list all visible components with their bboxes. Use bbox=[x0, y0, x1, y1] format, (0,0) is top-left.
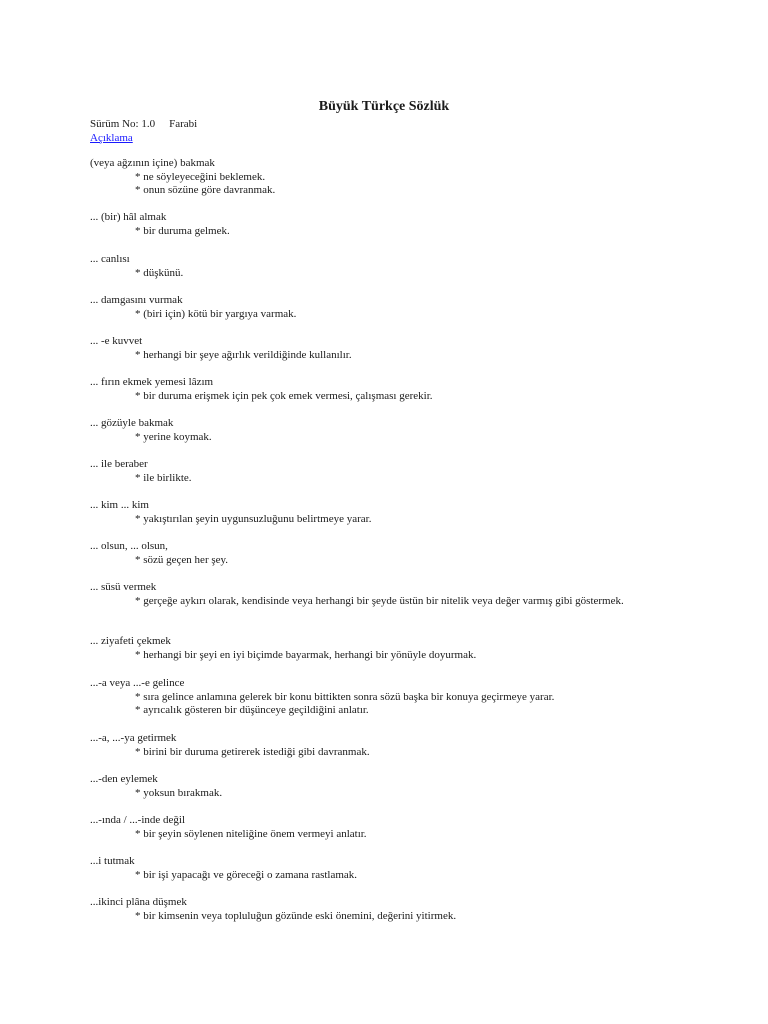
dictionary-entry bbox=[90, 294, 690, 321]
author-text: Farabi bbox=[169, 118, 198, 130]
dictionary-entry bbox=[90, 814, 690, 841]
dictionary-entry bbox=[90, 417, 690, 444]
dictionary-entry bbox=[90, 211, 690, 238]
dictionary-entry bbox=[90, 855, 690, 882]
entry-term: ... (bir) hâl almak bbox=[90, 211, 167, 223]
entry-term: ... damgasını vurmak bbox=[90, 294, 183, 306]
entry-definition: * düşkünü. bbox=[135, 266, 184, 279]
entry-term: ...-a, ...-ya getirmek bbox=[90, 732, 177, 744]
dictionary-entry bbox=[90, 635, 690, 662]
entry-definition: * bir işi yapacağı ve göreceği o zamana rastlamak. bbox=[135, 868, 358, 881]
entry-definition: * ile birlikte. bbox=[135, 471, 192, 484]
entry-definition: * onun sözüne göre davranmak. bbox=[135, 184, 276, 197]
document-title: Büyük Türkçe Sözlük bbox=[318, 99, 450, 114]
entry-definition: * yoksun bırakmak. bbox=[135, 786, 223, 799]
entry-definition: * bir duruma erişmek için pek çok emek vermesi, çalışması gerekir. bbox=[135, 389, 433, 402]
entry-term: ... ile beraber bbox=[90, 458, 148, 470]
entry-definition: * birini bir duruma getirerek istediği gibi davranmak. bbox=[135, 745, 370, 758]
entry-term: ... fırın ekmek yemesi lâzım bbox=[90, 376, 214, 388]
entry-term: ...-den eylemek bbox=[90, 773, 158, 785]
entry-definition: * gerçeğe aykırı olarak, kendisinde veya herhangi bir şeyde üstün bir nitelik veya değer varmış gibi göstermek. bbox=[135, 594, 624, 607]
entry-definition: * yerine koymak. bbox=[135, 430, 212, 443]
dictionary-entry bbox=[90, 458, 690, 485]
entry-definition: * ne söyleyeceğini beklemek. bbox=[135, 170, 266, 183]
entry-definition: * yakıştırılan şeyin uygunsuzluğunu belirtmeye yarar. bbox=[135, 512, 372, 525]
dictionary-entry bbox=[90, 677, 690, 718]
entry-term: ... olsun, ... olsun, bbox=[90, 540, 168, 552]
entry-term: ...i tutmak bbox=[90, 855, 135, 867]
entry-term: ... -e kuvvet bbox=[90, 335, 143, 347]
dictionary-entry bbox=[90, 732, 690, 759]
aciklama-link[interactable]: Açıklama bbox=[90, 132, 133, 144]
entry-term: ...-a veya ...-e gelince bbox=[90, 677, 185, 689]
dictionary-entry bbox=[90, 157, 690, 198]
entry-definition: * (biri için) kötü bir yargıya varmak. bbox=[135, 307, 297, 320]
dictionary-entry bbox=[90, 253, 690, 280]
dictionary-entry bbox=[90, 376, 690, 403]
dictionary-entry bbox=[90, 540, 690, 567]
entry-term: ... süsü vermek bbox=[90, 581, 157, 593]
entry-term: (veya ağzının içine) bakmak bbox=[90, 157, 215, 169]
entry-definition: * sözü geçen her şey. bbox=[135, 553, 229, 566]
entry-term: ... ziyafeti çekmek bbox=[90, 635, 171, 647]
entry-definition: * ayrıcalık gösteren bir düşünceye geçildiğini anlatır. bbox=[135, 704, 369, 717]
dictionary-entry bbox=[90, 499, 690, 526]
entry-term: ... canlısı bbox=[90, 253, 130, 265]
entry-term: ...ikinci plâna düşmek bbox=[90, 896, 187, 908]
dictionary-entry bbox=[90, 335, 690, 362]
version-text: Sürüm No: 1.0 bbox=[90, 118, 156, 130]
document-meta bbox=[90, 117, 197, 131]
dictionary-entry bbox=[90, 773, 690, 800]
entry-definition: * bir kimsenin veya topluluğun gözünde eski önemini, değerini yitirmek. bbox=[135, 909, 457, 922]
entry-definition: * herhangi bir şeyi en iyi biçimde bayarmak, herhangi bir yönüyle doyurmak. bbox=[135, 648, 477, 661]
entry-definition: * bir duruma gelmek. bbox=[135, 224, 230, 237]
entry-term: ...-ında / ...-inde değil bbox=[90, 814, 186, 826]
entry-definition: * herhangi bir şeye ağırlık verildiğinde kullanılır. bbox=[135, 348, 352, 361]
dictionary-entry bbox=[90, 896, 690, 923]
dictionary-entry bbox=[90, 581, 690, 608]
entry-definition: * sıra gelince anlamına gelerek bir konu bittikten sonra sözü başka bir konuya geçirmeye yarar. bbox=[135, 690, 555, 703]
entry-term: ... kim ... kim bbox=[90, 499, 149, 511]
entry-term: ... gözüyle bakmak bbox=[90, 417, 174, 429]
entry-definition: * bir şeyin söylenen niteliğine önem vermeyi anlatır. bbox=[135, 827, 367, 840]
